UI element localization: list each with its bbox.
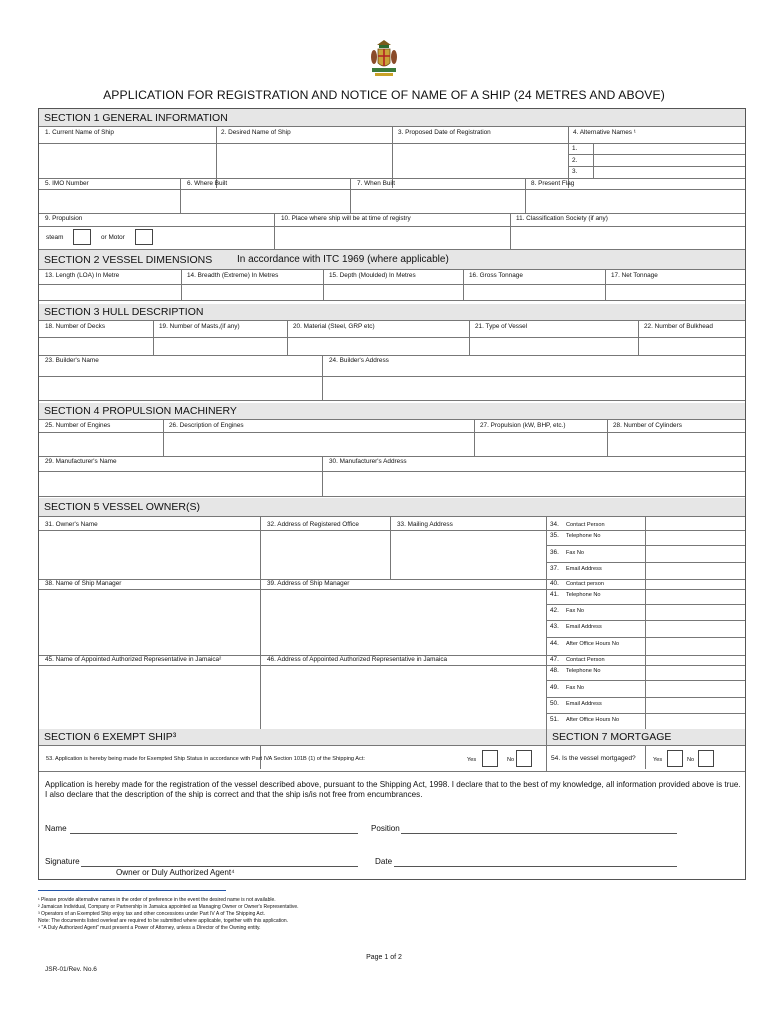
rep-telephone-label: Telephone No [566, 668, 601, 674]
name-label: Name [45, 824, 67, 833]
declaration-text: Application is hereby made for the registration of the vessel described above, pursuant to the Shipping Act, 1998. I declare that to the best of my knowledge, all information provided above is true. I also declare that the description of the ship is correct and that the ship is/is not free from encumbrances. [45, 780, 741, 799]
footnote-2: ² Jamaican Individual, Company or Partnership in Jamaica appointed as Managing Owner or Owner's Representative. [38, 904, 299, 910]
field-42-number: 42. [550, 607, 559, 614]
bulkhead-field[interactable] [639, 338, 745, 355]
footnote-4: ⁴ "A Duly Authorized Agent" must present a Power of Attorney, unless a Director of the Owning entity. [38, 925, 261, 931]
manager-telephone-label: Telephone No [566, 592, 601, 598]
material-field[interactable] [288, 338, 469, 355]
manager-fax-label: Fax No [566, 608, 585, 614]
decks-field[interactable] [39, 338, 153, 355]
footnote-3: ³ Operators of an Exempted Ship enjoy tax and other concessions under Part IV A of The Shipping Act. [38, 911, 265, 917]
desired-name-field[interactable] [217, 143, 392, 178]
rep-after-hours-field[interactable] [646, 714, 745, 729]
field-34-number: 34. [550, 521, 559, 528]
alt-name-2-label: 2. [572, 157, 578, 164]
ship-manager-name-field[interactable] [39, 590, 260, 655]
representative-address-field[interactable] [261, 666, 546, 769]
rep-fax-field[interactable] [646, 681, 745, 697]
breadth-field[interactable] [182, 285, 323, 300]
place-of-registry-label: 10. Place where ship will be at time of registry [281, 215, 411, 222]
ship-manager-name-label: 38. Name of Ship Manager [45, 580, 122, 587]
signature-input-line[interactable] [81, 866, 358, 867]
mortgage-yes-checkbox[interactable] [667, 750, 683, 767]
proposed-date-label: 3. Proposed Date of Registration [398, 129, 491, 136]
position-input-line[interactable] [401, 833, 677, 834]
when-built-field[interactable] [351, 189, 525, 213]
mailing-address-label: 33. Mailing Address [397, 521, 453, 528]
where-built-field[interactable] [181, 189, 350, 213]
coat-of-arms-icon [369, 39, 399, 79]
motor-label: or Motor [101, 234, 125, 241]
engines-field[interactable] [39, 433, 163, 456]
gross-tonnage-label: 16. Gross Tonnage [469, 272, 523, 279]
depth-field[interactable] [324, 285, 463, 300]
builder-address-label: 24. Builder's Address [329, 357, 389, 364]
rep-contact-field[interactable] [646, 656, 745, 665]
fax-field[interactable] [646, 546, 745, 562]
alt-name-1-label: 1. [572, 145, 578, 152]
rep-fax-label: Fax No [566, 685, 585, 691]
place-of-registry-field[interactable] [275, 227, 510, 249]
present-flag-field[interactable] [526, 189, 745, 213]
mortgage-yes-label: Yes [653, 757, 663, 763]
breadth-label: 14. Breadth (Extreme) In Metres [187, 272, 279, 279]
manager-contact-field[interactable] [646, 580, 745, 589]
alt-name-2-field[interactable] [594, 155, 745, 166]
mortgage-no-checkbox[interactable] [698, 750, 714, 767]
manager-after-hours-field[interactable] [646, 638, 745, 655]
propulsion-label: 9. Propulsion [45, 215, 83, 222]
masts-label: 19. Number of Masts,(if any) [159, 323, 240, 330]
field-49-number: 49. [550, 684, 559, 691]
telephone-label: Telephone No [566, 533, 601, 539]
section-2-note: In accordance with ITC 1969 (where applicable) [237, 254, 449, 265]
exempt-ship-question: 53. Application is hereby being made for Exempted Ship Status in accordance with Part IVA Section 101B (1) of the Shipping Act: [46, 756, 365, 762]
field-36-number: 36. [550, 549, 559, 556]
manager-fax-field[interactable] [646, 605, 745, 620]
telephone-field[interactable] [646, 531, 745, 545]
manager-email-label: Email Address [566, 624, 602, 630]
mortgage-question: 54. Is the vessel mortgaged? [551, 755, 636, 762]
length-field[interactable] [39, 285, 181, 300]
signature-label: Signature [45, 857, 80, 866]
representative-name-field[interactable] [39, 666, 260, 769]
cylinders-label: 28. Number of Cylinders [613, 422, 682, 429]
rep-telephone-field[interactable] [646, 666, 745, 680]
section-2-title: SECTION 2 VESSEL DIMENSIONS [44, 254, 213, 266]
cylinders-field[interactable] [608, 433, 745, 456]
mailing-address-field[interactable] [391, 531, 546, 579]
section-2-header [39, 250, 745, 270]
net-tonnage-field[interactable] [606, 285, 745, 300]
bulkhead-label: 22. Number of Bulkhead [644, 323, 713, 330]
classification-label: 11. Classification Society (if any) [516, 215, 608, 222]
section-3-header: SECTION 3 HULL DESCRIPTION [39, 304, 745, 321]
ship-manager-address-field[interactable] [261, 590, 546, 655]
vessel-type-field[interactable] [470, 338, 638, 355]
manufacturer-address-label: 30. Manufacturer's Address [329, 458, 407, 465]
decks-label: 18. Number of Decks [45, 323, 106, 330]
imo-label: 5. IMO Number [45, 180, 89, 187]
contact-person-label: Contact Person [566, 522, 605, 528]
manufacturer-address-field[interactable] [323, 472, 745, 496]
masts-field[interactable] [154, 338, 287, 355]
position-label: Position [371, 824, 400, 833]
field-44-number: 44. [550, 640, 559, 647]
current-name-label: 1. Current Name of Ship [45, 129, 114, 136]
rep-email-label: Email Address [566, 701, 602, 707]
field-48-number: 48. [550, 667, 559, 674]
ship-manager-address-label: 39. Address of Ship Manager [267, 580, 350, 587]
email-field[interactable] [646, 563, 745, 579]
propulsion-power-field[interactable] [475, 433, 607, 456]
material-label: 20. Material (Steel, GRP etc) [293, 323, 375, 330]
present-flag-label: 8. Present Flag [531, 180, 575, 187]
section-7-header: SECTION 7 MORTGAGE [547, 729, 745, 746]
contact-person-field[interactable] [646, 518, 745, 530]
steam-checkbox[interactable] [73, 229, 91, 245]
section-5-header: SECTION 5 VESSEL OWNER(S) [39, 498, 745, 517]
owner-name-label: 31. Owner's Name [45, 521, 98, 528]
builder-address-field[interactable] [323, 377, 745, 400]
section-4-header: SECTION 4 PROPULSION MACHINERY [39, 403, 745, 420]
vessel-type-label: 21. Type of Vessel [475, 323, 528, 330]
footnote-note: Note: The documents listed overleaf are required to be submitted where applicable, together with this application. [38, 918, 289, 924]
alt-name-3-field[interactable] [594, 167, 745, 178]
section-6-header: SECTION 6 EXEMPT SHIP³ [39, 729, 546, 746]
builder-name-field[interactable] [39, 377, 322, 400]
field-51-number: 51. [550, 716, 559, 723]
engine-description-label: 26. Description of Engines [169, 422, 244, 429]
length-label: 13. Length (LOA) In Metre [45, 272, 120, 279]
fax-label: Fax No [566, 550, 585, 556]
field-43-number: 43. [550, 623, 559, 630]
form-id: JSR-01/Rev. No.6 [45, 966, 97, 973]
rep-after-hours-label: After Office Hours No [566, 717, 620, 723]
proposed-date-field[interactable] [393, 143, 568, 178]
alt-name-3-label: 3. [572, 168, 578, 175]
exempt-no-label: No [507, 757, 515, 763]
where-built-label: 6. Where Built [187, 180, 228, 187]
manufacturer-name-label: 29. Manufacturer's Name [45, 458, 117, 465]
motor-checkbox[interactable] [135, 229, 153, 245]
owner-agent-caption: Owner or Duly Authorized Agent⁴ [116, 868, 235, 877]
registered-office-label: 32. Address of Registered Office [267, 521, 359, 528]
field-37-number: 37. [550, 565, 559, 572]
footnote-separator [38, 890, 226, 891]
exempt-yes-checkbox[interactable] [482, 750, 498, 767]
field-50-number: 50. [550, 700, 559, 707]
classification-field[interactable] [511, 227, 745, 249]
alt-name-1-field[interactable] [594, 143, 745, 154]
owner-name-field[interactable] [39, 531, 260, 579]
current-name-field[interactable] [39, 143, 216, 178]
imo-field[interactable] [39, 189, 180, 213]
exempt-yes-label: Yes [467, 757, 477, 763]
engines-label: 25. Number of Engines [45, 422, 111, 429]
steam-label: steam [46, 234, 64, 241]
exempt-no-checkbox[interactable] [516, 750, 532, 767]
when-built-label: 7. When Built [357, 180, 396, 187]
propulsion-power-label: 27. Propulsion (kW, BHP, etc.) [480, 422, 566, 429]
gross-tonnage-field[interactable] [464, 285, 605, 300]
alternative-names-label: 4. Alternative Names ¹ [573, 129, 636, 136]
registration-form [38, 108, 746, 880]
manager-contact-label: Contact person [566, 581, 604, 587]
footnote-1: ¹ Please provide alternative names in the order of preference in the event the desired name is not available. [38, 897, 276, 903]
rep-email-field[interactable] [646, 698, 745, 713]
manager-email-field[interactable] [646, 621, 745, 637]
date-label: Date [375, 857, 393, 866]
section-1-header: SECTION 1 GENERAL INFORMATION [39, 109, 745, 127]
field-35-number: 35. [550, 532, 559, 539]
engine-description-field[interactable] [164, 433, 474, 456]
form-title: APPLICATION FOR REGISTRATION AND NOTICE OF NAME OF A SHIP (24 METRES AND ABOVE) [103, 88, 665, 102]
net-tonnage-label: 17. Net Tonnage [611, 272, 658, 279]
desired-name-label: 2. Desired Name of Ship [221, 129, 291, 136]
representative-name-label: 45. Name of Appointed Authorized Representative in Jamaica² [45, 656, 222, 663]
builder-name-label: 23. Builder's Name [45, 357, 99, 364]
manager-telephone-field[interactable] [646, 590, 745, 604]
date-input-line[interactable] [394, 866, 677, 867]
depth-label: 15. Depth (Moulded) In Metres [329, 272, 416, 279]
email-label: Email Address [566, 566, 602, 572]
field-40-number: 40. [550, 580, 559, 587]
name-input-line[interactable] [70, 833, 358, 834]
rep-contact-label: Contact Person [566, 657, 605, 663]
registered-office-field[interactable] [261, 531, 390, 579]
field-47-number: 47. [550, 656, 559, 663]
manufacturer-name-field[interactable] [39, 472, 322, 496]
manager-after-hours-label: After Office Hours No [566, 641, 620, 647]
field-41-number: 41. [550, 591, 559, 598]
mortgage-no-label: No [687, 757, 695, 763]
representative-address-label: 46. Address of Appointed Authorized Representative in Jamaica [267, 656, 448, 663]
page-number: Page 1 of 2 [366, 954, 402, 961]
